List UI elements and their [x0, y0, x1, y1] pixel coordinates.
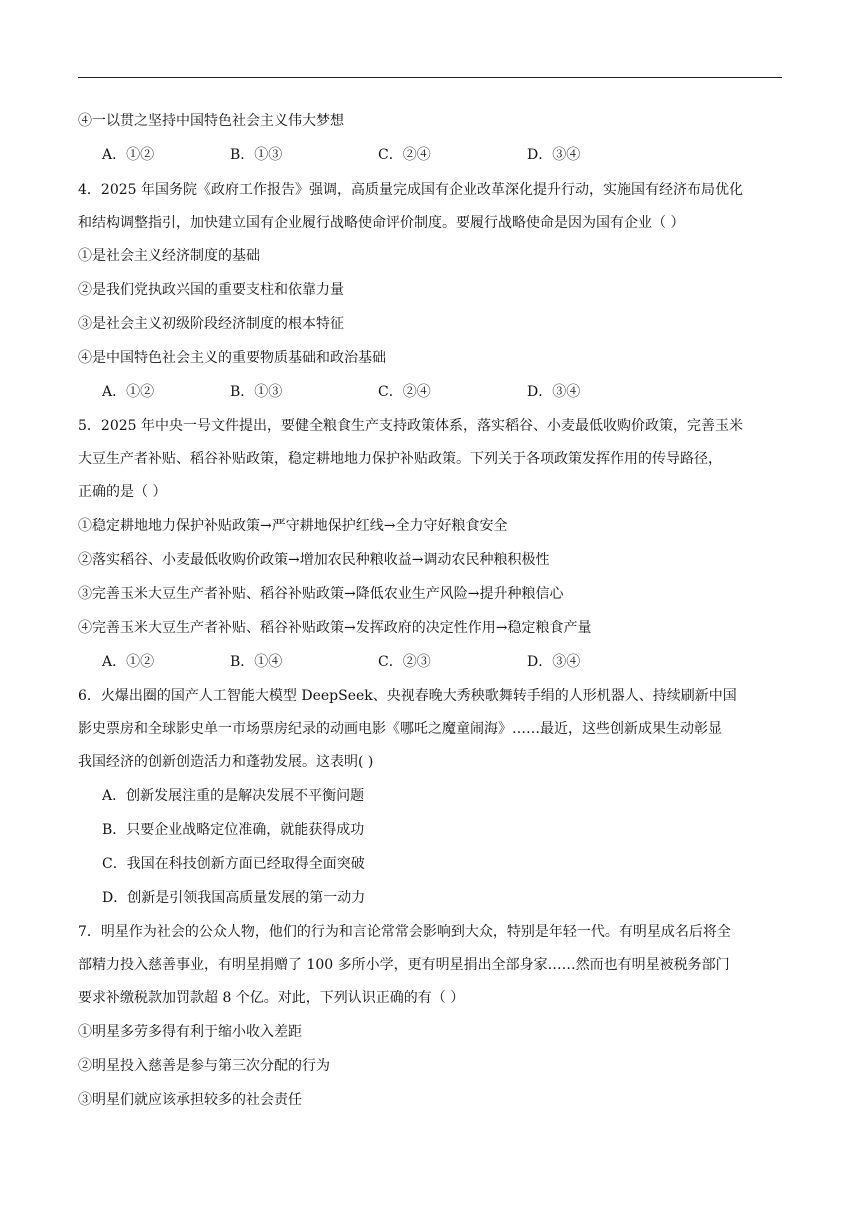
q4-option-d[interactable]: D．③④: [527, 384, 581, 400]
q5-stem-line-2: 大豆生产者补贴、稻谷补贴政策，稳定耕地地力保护补贴政策。下列关于各项政策发挥作用的传导路径，: [78, 451, 722, 467]
q4-stem-line-2: 和结构调整指引，加快建立国有企业履行战略使命评价制度。要履行战略使命是因为国有企业（ ）: [78, 215, 685, 231]
q4-item-2: ②是我们党执政兴国的重要支柱和依靠力量: [78, 282, 344, 298]
q4-item-1: ①是社会主义经济制度的基础: [78, 248, 260, 264]
q7-item-3: ③明星们就应该承担较多的社会责任: [78, 1092, 302, 1108]
q5-item-1: ①稳定耕地地力保护补贴政策→严守耕地保护红线→全力守好粮食安全: [78, 518, 508, 534]
q4-option-b[interactable]: B．①③: [230, 384, 283, 400]
q6-stem-line-2: 影史票房和全球影史单一市场票房纪录的动画电影《哪吒之魔童闹海》……最近，这些创新成果生动彰显: [78, 721, 722, 737]
q5-item-3: ③完善玉米大豆生产者补贴、稻谷补贴政策→降低农业生产风险→提升种粮信心: [78, 586, 564, 602]
q5-stem-line-1: 5．2025 年中央一号文件提出，要健全粮食生产支持政策体系，落实稻谷、小麦最低收购价政策，完善玉米: [78, 418, 743, 434]
q4-stem-line-1: 4．2025 年国务院《政府工作报告》强调，高质量完成国有企业改革深化提升行动，实施国有经济布局优化: [78, 182, 743, 198]
header-rule: [78, 77, 782, 78]
q3-option-b[interactable]: B．①③: [230, 147, 283, 163]
q6-option-c[interactable]: C．我国在科技创新方面已经取得全面突破: [102, 856, 365, 872]
q5-option-a[interactable]: A．①②: [102, 654, 155, 670]
q5-option-b[interactable]: B．①④: [230, 654, 283, 670]
q5-option-c[interactable]: C．②③: [378, 654, 431, 670]
q4-item-3: ③是社会主义初级阶段经济制度的根本特征: [78, 316, 344, 332]
q3-option-d[interactable]: D．③④: [527, 147, 581, 163]
q6-option-b[interactable]: B．只要企业战略定位准确，就能获得成功: [102, 822, 365, 838]
q4-option-a[interactable]: A．①②: [102, 384, 155, 400]
q3-option-c[interactable]: C．②④: [378, 147, 431, 163]
q6-stem-line-1: 6．火爆出圈的国产人工智能大模型 DeepSeek、央视春晚大秀秧歌舞转手绢的人形机器人、持续刷新中国: [78, 688, 737, 704]
q6-stem-line-3: 我国经济的创新创造活力和蓬勃发展。这表明( ): [78, 754, 374, 770]
q3-item-4: ④一以贯之坚持中国特色社会主义伟大梦想: [78, 113, 344, 129]
q7-item-2: ②明星投入慈善是参与第三次分配的行为: [78, 1058, 330, 1074]
q4-option-c[interactable]: C．②④: [378, 384, 431, 400]
q7-stem-line-1: 7．明星作为社会的公众人物，他们的行为和言论常常会影响到大众，特别是年轻一代。有明星成名后将全: [78, 924, 731, 940]
q4-item-4: ④是中国特色社会主义的重要物质基础和政治基础: [78, 350, 386, 366]
q3-option-a[interactable]: A．①②: [102, 147, 155, 163]
q7-stem-line-2: 部精力投入慈善事业，有明星捐赠了 100 多所小学，更有明星捐出全部身家……然而也有明星被税务部门: [78, 957, 730, 973]
q7-item-1: ①明星多劳多得有利于缩小收入差距: [78, 1024, 302, 1040]
q5-item-2: ②落实稻谷、小麦最低收购价政策→增加农民种粮收益→调动农民种粮积极性: [78, 552, 550, 568]
q5-stem-line-3: 正确的是（ ）: [78, 484, 167, 500]
q6-option-a[interactable]: A．创新发展注重的是解决发展不平衡问题: [102, 788, 365, 804]
q7-stem-line-3: 要求补缴税款加罚款超 8 个亿。对此，下列认识正确的有（ ）: [78, 990, 465, 1006]
q5-option-d[interactable]: D．③④: [527, 654, 581, 670]
q6-option-d[interactable]: D．创新是引领我国高质量发展的第一动力: [102, 890, 366, 906]
q5-item-4: ④完善玉米大豆生产者补贴、稻谷补贴政策→发挥政府的决定性作用→稳定粮食产量: [78, 620, 592, 636]
